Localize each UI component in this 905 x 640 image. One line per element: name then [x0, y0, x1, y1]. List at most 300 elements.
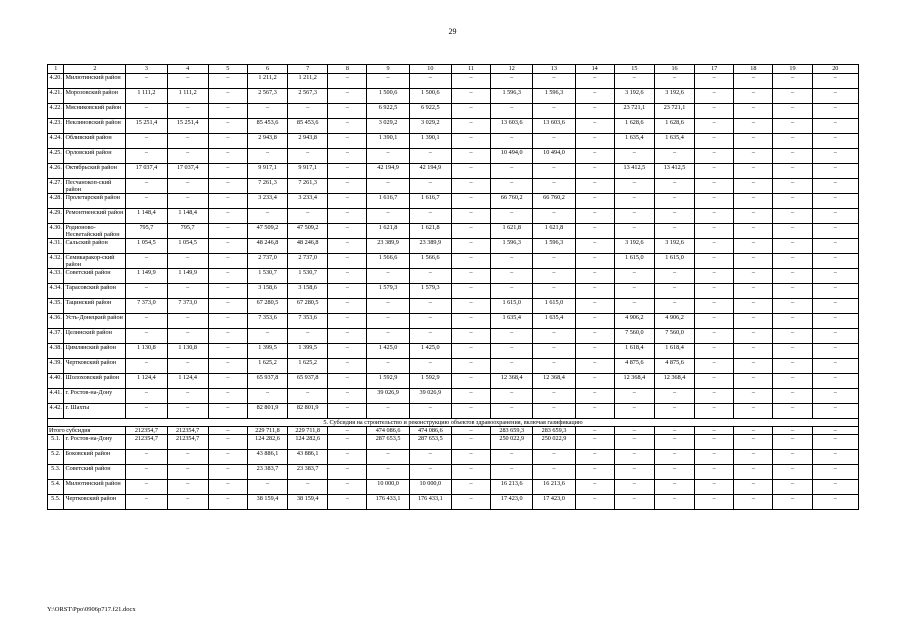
table-cell: – — [491, 359, 533, 374]
table-cell: 5.1. — [48, 435, 64, 450]
table-cell: – — [575, 254, 614, 269]
table-cell: – — [167, 450, 208, 465]
table-cell: – — [208, 495, 247, 510]
table-cell: – — [409, 209, 451, 224]
table-cell: 85 453,6 — [247, 119, 287, 134]
table-cell: 17 037,4 — [167, 164, 208, 179]
table-cell: – — [491, 269, 533, 284]
table-cell: – — [575, 389, 614, 404]
table-cell: – — [328, 104, 367, 119]
table-cell: – — [773, 209, 812, 224]
table-cell: 3 158,6 — [288, 284, 328, 299]
table-cell: 1 616,7 — [367, 194, 409, 209]
table-cell: 17 — [695, 65, 734, 74]
table-cell: 1 211,2 — [288, 74, 328, 89]
table-cell: 1 130,8 — [126, 344, 167, 359]
table-cell: – — [328, 194, 367, 209]
table-cell: – — [208, 74, 247, 89]
table-cell: 1 615,0 — [614, 254, 654, 269]
table-cell: – — [451, 435, 490, 450]
table-cell: – — [126, 284, 167, 299]
table-cell: 1 530,7 — [247, 269, 287, 284]
table-cell: – — [575, 74, 614, 89]
table-cell: – — [734, 239, 773, 254]
table-cell: 4 — [167, 65, 208, 74]
table-cell: – — [773, 89, 812, 104]
table-cell: 1 621,8 — [533, 224, 575, 239]
table-cell: 17 423,0 — [533, 495, 575, 510]
table-cell: – — [695, 254, 734, 269]
table-cell: – — [773, 269, 812, 284]
table-cell: – — [451, 134, 490, 149]
table-cell: – — [575, 465, 614, 480]
table-cell: – — [812, 194, 858, 209]
table-row — [48, 389, 859, 404]
table-cell: 15 251,4 — [126, 119, 167, 134]
table-cell: – — [367, 74, 409, 89]
table-cell: 124 282,6 — [288, 435, 328, 450]
table-cell: – — [533, 404, 575, 419]
table-cell: 3 192,6 — [654, 239, 694, 254]
table-cell: – — [734, 224, 773, 239]
table-cell: – — [451, 495, 490, 510]
table-cell: 7 261,3 — [288, 179, 328, 194]
table-cell: – — [451, 89, 490, 104]
table-cell: 9 917,1 — [288, 164, 328, 179]
table-cell: – — [812, 404, 858, 419]
table-cell: – — [409, 465, 451, 480]
table-cell: – — [614, 465, 654, 480]
table-cell: 15 — [614, 65, 654, 74]
table-cell: 1 148,4 — [167, 209, 208, 224]
table-cell: – — [491, 209, 533, 224]
table-cell: – — [773, 119, 812, 134]
table-cell: – — [208, 149, 247, 164]
table-cell: 66 760,2 — [491, 194, 533, 209]
table-cell: – — [247, 104, 287, 119]
table-cell: – — [409, 450, 451, 465]
table-cell: – — [451, 480, 490, 495]
table-cell: – — [812, 89, 858, 104]
table-row — [48, 74, 859, 89]
table-cell: – — [812, 74, 858, 89]
section-title: 5. Субсидия на строительство и реконструкцию объектов здравоохранения, включая газификацию — [48, 419, 859, 427]
table-cell: – — [734, 284, 773, 299]
table-cell: – — [208, 450, 247, 465]
table-cell: – — [695, 269, 734, 284]
table-cell: – — [734, 149, 773, 164]
table-cell: 212354,7 — [126, 427, 167, 435]
table-cell: 7 373,0 — [167, 299, 208, 314]
table-cell: – — [208, 344, 247, 359]
table-cell: – — [208, 224, 247, 239]
table-cell: – — [575, 450, 614, 465]
table-cell: 1 130,8 — [167, 344, 208, 359]
table-cell: – — [328, 480, 367, 495]
table-cell: 212354,7 — [167, 427, 208, 435]
table-cell: – — [328, 389, 367, 404]
table-cell: – — [208, 359, 247, 374]
table-cell: – — [695, 314, 734, 329]
table-cell: – — [451, 269, 490, 284]
table-cell: – — [208, 465, 247, 480]
table-cell: – — [367, 299, 409, 314]
table-cell: – — [734, 495, 773, 510]
table-row — [48, 374, 859, 389]
table-cell: – — [451, 179, 490, 194]
table-cell: 39 026,9 — [367, 389, 409, 404]
table-cell: 4.30. — [48, 224, 64, 239]
table-cell: 6 922,5 — [367, 104, 409, 119]
table-cell: – — [773, 254, 812, 269]
table-cell: 1 566,6 — [367, 254, 409, 269]
table-cell: – — [734, 404, 773, 419]
table-cell: – — [575, 239, 614, 254]
table-cell: – — [695, 435, 734, 450]
table-cell: – — [451, 404, 490, 419]
table-cell: – — [208, 389, 247, 404]
table-cell: – — [734, 435, 773, 450]
table-cell: – — [773, 389, 812, 404]
table-cell: 13 603,6 — [491, 119, 533, 134]
table-cell: – — [734, 269, 773, 284]
table-cell: – — [654, 465, 694, 480]
table-cell: 15 251,4 — [167, 119, 208, 134]
table-cell: – — [328, 284, 367, 299]
table-cell: – — [491, 284, 533, 299]
table-cell: – — [533, 344, 575, 359]
table-cell: Родионово-Несветайский район — [64, 224, 126, 239]
table-cell: – — [695, 374, 734, 389]
table-cell: 1 618,4 — [654, 344, 694, 359]
table-cell: – — [695, 329, 734, 344]
table-cell: – — [247, 149, 287, 164]
table-cell: – — [491, 254, 533, 269]
table-cell: – — [812, 179, 858, 194]
table-cell: – — [367, 269, 409, 284]
table-cell: – — [328, 344, 367, 359]
table-cell: – — [451, 149, 490, 164]
table-cell: – — [451, 224, 490, 239]
table-cell: – — [575, 374, 614, 389]
table-cell: – — [167, 404, 208, 419]
table-cell: 1 635,4 — [614, 134, 654, 149]
table-cell: – — [126, 450, 167, 465]
table-cell: – — [773, 495, 812, 510]
table-cell: – — [409, 179, 451, 194]
table-cell: – — [734, 465, 773, 480]
table-cell: – — [773, 299, 812, 314]
table-cell: – — [167, 465, 208, 480]
table-cell: – — [695, 389, 734, 404]
table-cell: Ремонтненский район — [64, 209, 126, 224]
table-cell: – — [451, 284, 490, 299]
table-cell: 67 280,5 — [288, 299, 328, 314]
table-cell: – — [773, 465, 812, 480]
table-cell: 1 211,2 — [247, 74, 287, 89]
table-cell: – — [208, 480, 247, 495]
table-cell: – — [773, 224, 812, 239]
table-cell: – — [328, 495, 367, 510]
table-cell: 43 886,1 — [247, 450, 287, 465]
table-cell: 10 494,0 — [491, 149, 533, 164]
table-cell: – — [491, 179, 533, 194]
table-cell: – — [167, 389, 208, 404]
table-cell: – — [328, 404, 367, 419]
table-cell: – — [126, 179, 167, 194]
table-cell: – — [208, 134, 247, 149]
table-cell: 287 653,5 — [409, 435, 451, 450]
table-cell: 65 937,8 — [288, 374, 328, 389]
table-cell: – — [575, 194, 614, 209]
table-cell: 250 022,9 — [533, 435, 575, 450]
table-cell: – — [533, 74, 575, 89]
table-cell: – — [654, 435, 694, 450]
table-cell: 1 596,3 — [533, 89, 575, 104]
table-cell: – — [695, 284, 734, 299]
budget-table — [47, 64, 859, 510]
table-cell: – — [451, 164, 490, 179]
table-cell: – — [328, 465, 367, 480]
table-cell: – — [575, 224, 614, 239]
table-cell: – — [695, 209, 734, 224]
table-cell: 4.41. — [48, 389, 64, 404]
table-cell: 4.40. — [48, 374, 64, 389]
table-cell: Милютинский район — [64, 480, 126, 495]
table-cell: 14 — [575, 65, 614, 74]
table-cell: 23 383,7 — [288, 465, 328, 480]
table-cell: – — [614, 427, 654, 435]
table-cell: 1 628,6 — [614, 119, 654, 134]
table-cell: 1 621,8 — [367, 224, 409, 239]
table-cell: – — [126, 389, 167, 404]
table-cell: – — [328, 239, 367, 254]
table-cell: – — [812, 254, 858, 269]
table-cell: – — [126, 134, 167, 149]
table-cell: – — [614, 149, 654, 164]
table-cell: 3 192,6 — [614, 239, 654, 254]
table-cell: 85 453,6 — [288, 119, 328, 134]
table-cell: – — [695, 149, 734, 164]
table-cell: – — [247, 209, 287, 224]
table-cell: – — [328, 435, 367, 450]
table-row — [48, 450, 859, 465]
table-cell: – — [575, 179, 614, 194]
table-cell: – — [533, 389, 575, 404]
table-cell: – — [208, 209, 247, 224]
table-cell: – — [614, 450, 654, 465]
table-cell: – — [126, 480, 167, 495]
table-cell: 12 368,4 — [614, 374, 654, 389]
table-cell: – — [614, 495, 654, 510]
table-cell: – — [734, 299, 773, 314]
table-cell: – — [654, 427, 694, 435]
table-cell: 48 246,8 — [247, 239, 287, 254]
table-cell: 1 579,3 — [367, 284, 409, 299]
table-cell: – — [773, 149, 812, 164]
table-cell: – — [167, 314, 208, 329]
table-cell: – — [208, 89, 247, 104]
table-cell: – — [695, 480, 734, 495]
table-cell: – — [208, 329, 247, 344]
table-cell: – — [409, 314, 451, 329]
table-row — [48, 299, 859, 314]
table-cell: – — [208, 179, 247, 194]
table-cell: – — [812, 495, 858, 510]
table-cell: 47 509,2 — [288, 224, 328, 239]
table-cell: – — [734, 329, 773, 344]
table-cell: – — [575, 119, 614, 134]
table-cell: – — [451, 359, 490, 374]
table-cell: – — [491, 164, 533, 179]
table-cell: 1 596,3 — [533, 239, 575, 254]
table-cell: 1 054,5 — [167, 239, 208, 254]
table-cell: 23 389,9 — [409, 239, 451, 254]
table-cell: – — [614, 389, 654, 404]
table-cell: Шолоховский район — [64, 374, 126, 389]
table-cell: 12 368,4 — [533, 374, 575, 389]
table-cell: 5.3. — [48, 465, 64, 480]
table-cell: – — [491, 344, 533, 359]
table-cell: – — [126, 495, 167, 510]
table-cell: – — [614, 194, 654, 209]
table-cell: – — [208, 164, 247, 179]
table-cell: – — [451, 74, 490, 89]
table-cell: 4 875,6 — [614, 359, 654, 374]
table-cell: – — [614, 284, 654, 299]
table-cell: 19 — [773, 65, 812, 74]
table-cell: 283 659,3 — [491, 427, 533, 435]
table-cell: 3 — [126, 65, 167, 74]
table-cell: – — [167, 74, 208, 89]
table-cell: – — [695, 359, 734, 374]
table-cell: – — [533, 450, 575, 465]
table-cell: – — [773, 427, 812, 435]
table-cell: – — [328, 427, 367, 435]
table-cell: 1 500,6 — [409, 89, 451, 104]
table-cell: – — [575, 164, 614, 179]
table-cell: – — [575, 284, 614, 299]
table-cell: – — [247, 389, 287, 404]
table-cell: – — [328, 269, 367, 284]
table-cell: – — [328, 119, 367, 134]
table-cell: – — [773, 284, 812, 299]
table-cell: Пролетарский район — [64, 194, 126, 209]
table-cell: – — [575, 344, 614, 359]
table-cell: – — [451, 194, 490, 209]
table-cell: 42 194,9 — [367, 164, 409, 179]
table-cell: Песчанокоп-ский район — [64, 179, 126, 194]
table-cell: – — [491, 329, 533, 344]
table-cell: – — [367, 450, 409, 465]
table-cell: 1 625,2 — [288, 359, 328, 374]
table-cell: 474 086,6 — [367, 427, 409, 435]
table-cell: 2 943,8 — [247, 134, 287, 149]
table-cell: – — [126, 254, 167, 269]
table-cell: – — [167, 104, 208, 119]
table-cell: – — [288, 329, 328, 344]
table-cell: – — [367, 149, 409, 164]
table-cell: – — [654, 389, 694, 404]
table-cell: – — [328, 164, 367, 179]
table-cell: 1 390,1 — [367, 134, 409, 149]
table-row — [48, 480, 859, 495]
table-cell: 4.27. — [48, 179, 64, 194]
table-cell: 1 399,5 — [247, 344, 287, 359]
table-cell: 12 — [491, 65, 533, 74]
table-cell: – — [208, 269, 247, 284]
table-cell: 795,7 — [126, 224, 167, 239]
table-cell: 1 111,2 — [167, 89, 208, 104]
table-cell: 1 530,7 — [288, 269, 328, 284]
table-cell: – — [695, 134, 734, 149]
table-cell: 5.5. — [48, 495, 64, 510]
table-cell: 5.4. — [48, 480, 64, 495]
table-cell: – — [126, 404, 167, 419]
table-row — [48, 179, 859, 194]
table-cell: – — [695, 344, 734, 359]
table-cell: 1 618,4 — [614, 344, 654, 359]
table-cell: 43 886,1 — [288, 450, 328, 465]
table-cell: 7 261,3 — [247, 179, 287, 194]
table-row — [48, 134, 859, 149]
table-cell: 283 659,3 — [533, 427, 575, 435]
table-cell: 4.32. — [48, 254, 64, 269]
table-cell: – — [533, 465, 575, 480]
section-row — [48, 419, 859, 427]
table-cell: 8 — [328, 65, 367, 74]
table-cell: – — [533, 179, 575, 194]
table-cell: – — [695, 465, 734, 480]
table-cell: – — [812, 450, 858, 465]
table-row — [48, 254, 859, 269]
table-cell: 1 124,4 — [126, 374, 167, 389]
table-row — [48, 344, 859, 359]
table-cell: 4.22. — [48, 104, 64, 119]
table-row — [48, 104, 859, 119]
table-cell: – — [208, 284, 247, 299]
table-cell: 6 922,5 — [409, 104, 451, 119]
table-cell: – — [812, 359, 858, 374]
table-cell: 2 — [64, 65, 126, 74]
table-cell: – — [695, 89, 734, 104]
table-cell: – — [451, 254, 490, 269]
table-cell: – — [575, 269, 614, 284]
table-cell: – — [533, 254, 575, 269]
table-cell: – — [208, 314, 247, 329]
table-cell: – — [695, 450, 734, 465]
table-cell: 82 801,9 — [247, 404, 287, 419]
table-cell: – — [167, 480, 208, 495]
table-cell: – — [247, 329, 287, 344]
table-cell: 1 596,3 — [491, 239, 533, 254]
table-row — [48, 65, 859, 74]
table-cell: – — [812, 209, 858, 224]
table-cell: – — [575, 480, 614, 495]
table-cell: – — [328, 74, 367, 89]
table-cell: 10 000,0 — [367, 480, 409, 495]
table-cell: 4.34. — [48, 284, 64, 299]
table-cell: 7 353,6 — [288, 314, 328, 329]
table-cell: 1 616,7 — [409, 194, 451, 209]
table-row — [48, 359, 859, 374]
table-cell: 4.24. — [48, 134, 64, 149]
table-cell: 7 353,6 — [247, 314, 287, 329]
table-cell: 4.29. — [48, 209, 64, 224]
table-cell: – — [812, 104, 858, 119]
table-cell: 4.33. — [48, 269, 64, 284]
table-cell: – — [167, 359, 208, 374]
